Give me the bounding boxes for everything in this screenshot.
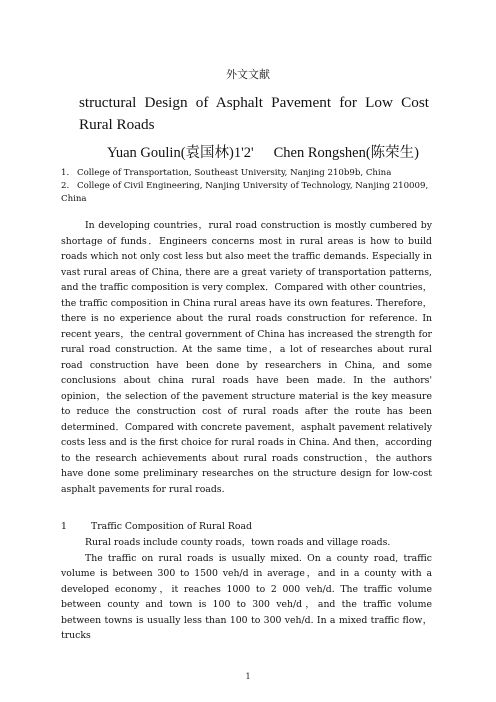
page-header: 外文文献 (226, 68, 270, 81)
section-number: 1 (61, 521, 67, 532)
author-2: Chen Rongshen(陈荣生) (273, 145, 419, 161)
author-1: Yuan Goulin(袁国林)1'2' (107, 145, 254, 161)
author-line (107, 141, 447, 162)
page-number: 1 (245, 672, 251, 681)
affiliation-text: College of Transportation, Southeast University, Nanjing 210b9b, China (77, 168, 392, 178)
affiliation-text: College of Civil Engineering, Nanjing University of Technology, Nanjing 210009, China (61, 181, 429, 204)
affiliation-2 (61, 180, 431, 206)
paragraph: Rural roads include county roads，town roads and village roads. (85, 537, 391, 548)
section-body (61, 535, 432, 644)
abstract-text: In developing countries，rural road construction is mostly cumbered by shortage of funds．Engineers concerns most in rural areas is how to build roads which not only cost less but also meet the traffic demands. Especially in vast rural areas of China, there are a great variety of transportation patterns, and the traffic composition is very complex．Compared with other countries，the traffic composition in China rural areas have its own features. Therefore，there is no experience about the rural roads construction for reference. In recent years，the central government of China has increased the strength for rural road construction. At the same time，a lot of researches about rural road construction have been done by researchers in China, and some conclusions about china rural roads have been made. In the authors' opinion，the selection of the pavement structure material is the key measure to reduce the construction cost of rural roads after the route has been determined．Compared with concrete pavement，asphalt pavement relatively costs less and is the first choice for rural roads in China. And then，according to the research achievements about rural roads construction，the authors have done some preliminary researches on the structure design for low-cost asphalt pavements for rural roads. (61, 220, 432, 495)
section-heading (61, 519, 432, 535)
affiliation-1 (61, 167, 431, 180)
abstract-paragraph (61, 218, 432, 497)
section-title: Traffic Composition of Rural Road (91, 521, 252, 532)
paragraph: The traffic on rural roads is usually mixed. On a county road, traffic volume is between 300 to 1500 veh/d in average，and in a county with a developed economy，it reaches 1000 to 2 000 veh/d. The traffic volume between county and town is 100 to 300 veh/d，and the traffic volume between towns is usually less than 100 to 300 veh/d. In a mixed traffic flow，trucks (61, 552, 432, 641)
affiliation-number: 1. (61, 168, 70, 178)
paper-title: structural Design of Asphalt Pavement for Low Cost Rural Roads (79, 94, 429, 133)
affiliation-number: 2. (61, 181, 70, 191)
